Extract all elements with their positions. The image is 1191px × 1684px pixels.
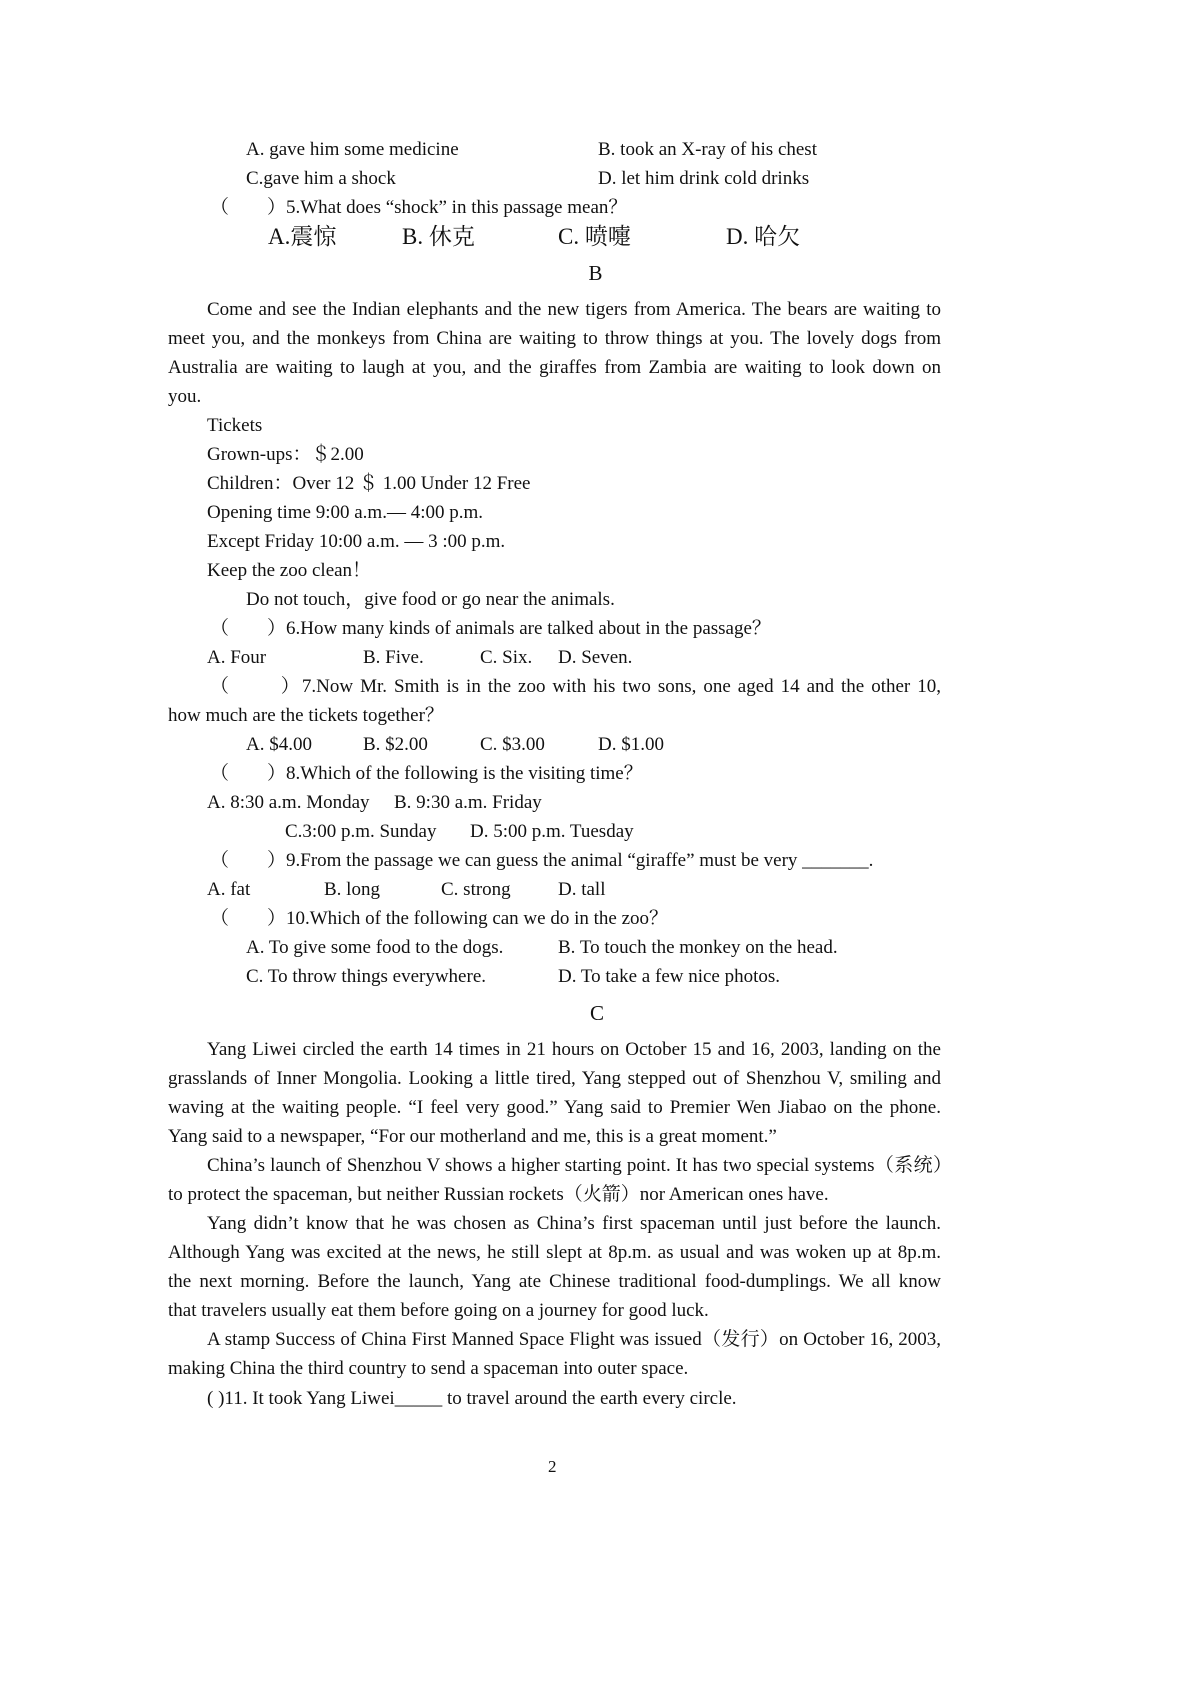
q9-option-a: A. fat xyxy=(207,879,251,900)
q9-stem: （ ）9.From the passage we can guess the animal “giraffe” must be very _______. xyxy=(210,850,874,871)
q5-option-b: B. 休克 xyxy=(402,224,475,249)
passage-c-line: that travelers usually eat them before going on a journey for good luck. xyxy=(168,1300,709,1321)
passage-b-line: meet you, and the monkeys from China are waiting to throw things at you. The lovely dogs from xyxy=(168,328,941,349)
passage-c-line: Yang said to a newspaper, “For our motherland and me, this is a great moment.” xyxy=(168,1126,777,1147)
q10-option-d: D. To take a few nice photos. xyxy=(558,966,781,987)
q9-option-d: D. tall xyxy=(558,879,606,900)
passage-c-line: grasslands of Inner Mongolia. Looking a little tired, Yang stepped out of Shenzhou V, smiling and xyxy=(168,1068,941,1089)
q7-stem: （ ）7.Now Mr. Smith is in the zoo with his two sons, one aged 14 and the other 10, xyxy=(210,676,941,697)
q7-option-c: C. $3.00 xyxy=(480,734,545,755)
q10-stem: （ ）10.Which of the following can we do in the zoo？ xyxy=(210,908,669,929)
passage-c-line: Yang Liwei circled the earth 14 times in 21 hours on October 15 and 16, 2003, landing on the xyxy=(207,1039,941,1060)
q6-option-c: C. Six. xyxy=(480,647,533,668)
notice-line: Except Friday 10:00 a.m. — 3 :00 p.m. xyxy=(207,531,506,552)
q8-option-c: C.3:00 p.m. Sunday xyxy=(285,821,437,842)
q5-option-a: A.震惊 xyxy=(268,224,337,249)
passage-c-line: making China the third country to send a spaceman into outer space. xyxy=(168,1358,689,1379)
passage-c-line: the next morning. Before the launch, Yang ate Chinese traditional food-dumplings. We all know xyxy=(168,1271,941,1292)
notice-line: Children：Over 12 ＄ 1.00 Under 12 Free xyxy=(207,473,531,494)
passage-c-line: Yang didn’t know that he was chosen as China’s first spaceman until just before the launch. xyxy=(207,1213,941,1234)
q4-option-d: D. let him drink cold drinks xyxy=(598,168,810,189)
q6-option-a: A. Four xyxy=(207,647,267,668)
q8-stem: （ ）8.Which of the following is the visiting time？ xyxy=(210,763,643,784)
q9-option-c: C. strong xyxy=(441,879,511,900)
q11-stem: ( )11. It took Yang Liwei_____ to travel around the earth every circle. xyxy=(207,1388,737,1409)
q4-option-b: B. took an X-ray of his chest xyxy=(598,139,817,160)
q5-option-d: D. 哈欠 xyxy=(726,224,801,249)
q5-stem: （ ）5.What does “shock” in this passage mean？ xyxy=(210,197,628,218)
section-b-heading: B xyxy=(588,261,603,285)
page-number: 2 xyxy=(548,1457,557,1476)
passage-b-line: Australia are waiting to laugh at you, and the giraffes from Zambia are waiting to look down on xyxy=(168,357,941,378)
passage-c-line: to protect the spaceman, but neither Russian rockets（火箭）nor American ones have. xyxy=(168,1184,829,1205)
passage-c-line: A stamp Success of China First Manned Space Flight was issued（发行）on October 16, 2003, xyxy=(207,1329,941,1350)
q7-option-a: A. $4.00 xyxy=(246,734,312,755)
q6-option-d: D. Seven. xyxy=(558,647,633,668)
q6-stem: （ ）6.How many kinds of animals are talked about in the passage？ xyxy=(210,618,771,639)
notice-line: Do not touch，give food or go near the animals. xyxy=(246,589,615,610)
section-c-heading: C xyxy=(590,1001,605,1025)
q4-option-c: C.gave him a shock xyxy=(246,168,396,189)
q7-option-b: B. $2.00 xyxy=(363,734,428,755)
q8-option-a: A. 8:30 a.m. Monday xyxy=(207,792,370,813)
notice-line: Opening time 9:00 a.m.— 4:00 p.m. xyxy=(207,502,484,523)
q6-option-b: B. Five. xyxy=(363,647,424,668)
q4-option-a: A. gave him some medicine xyxy=(246,139,459,160)
q7-stem-continued: how much are the tickets together？ xyxy=(168,705,444,726)
q8-option-b: B. 9:30 a.m. Friday xyxy=(394,792,542,813)
q10-option-c: C. To throw things everywhere. xyxy=(246,966,486,987)
q10-option-a: A. To give some food to the dogs. xyxy=(246,937,504,958)
passage-c-line: China’s launch of Shenzhou V shows a higher starting point. It has two special systems（系统） xyxy=(207,1155,952,1176)
passage-c-line: waving at the waiting people. “I feel very good.” Yang said to Premier Wen Jiabao on the phone. xyxy=(168,1097,941,1118)
q8-option-d: D. 5:00 p.m. Tuesday xyxy=(470,821,634,842)
passage-b-line: you. xyxy=(168,386,202,407)
notice-line: Tickets xyxy=(207,415,263,436)
passage-b-line: Come and see the Indian elephants and the new tigers from America. The bears are waiting to xyxy=(207,299,941,320)
notice-line: Keep the zoo clean！ xyxy=(207,560,372,581)
passage-c-line: Although Yang was excited at the news, he still slept at 8p.m. as usual and was woken up at 8p.m. xyxy=(168,1242,941,1263)
q9-option-b: B. long xyxy=(324,879,380,900)
q10-option-b: B. To touch the monkey on the head. xyxy=(558,937,838,958)
q7-option-d: D. $1.00 xyxy=(598,734,664,755)
q5-option-c: C. 喷嚏 xyxy=(558,224,631,249)
notice-line: Grown-ups：＄2.00 xyxy=(207,444,364,465)
